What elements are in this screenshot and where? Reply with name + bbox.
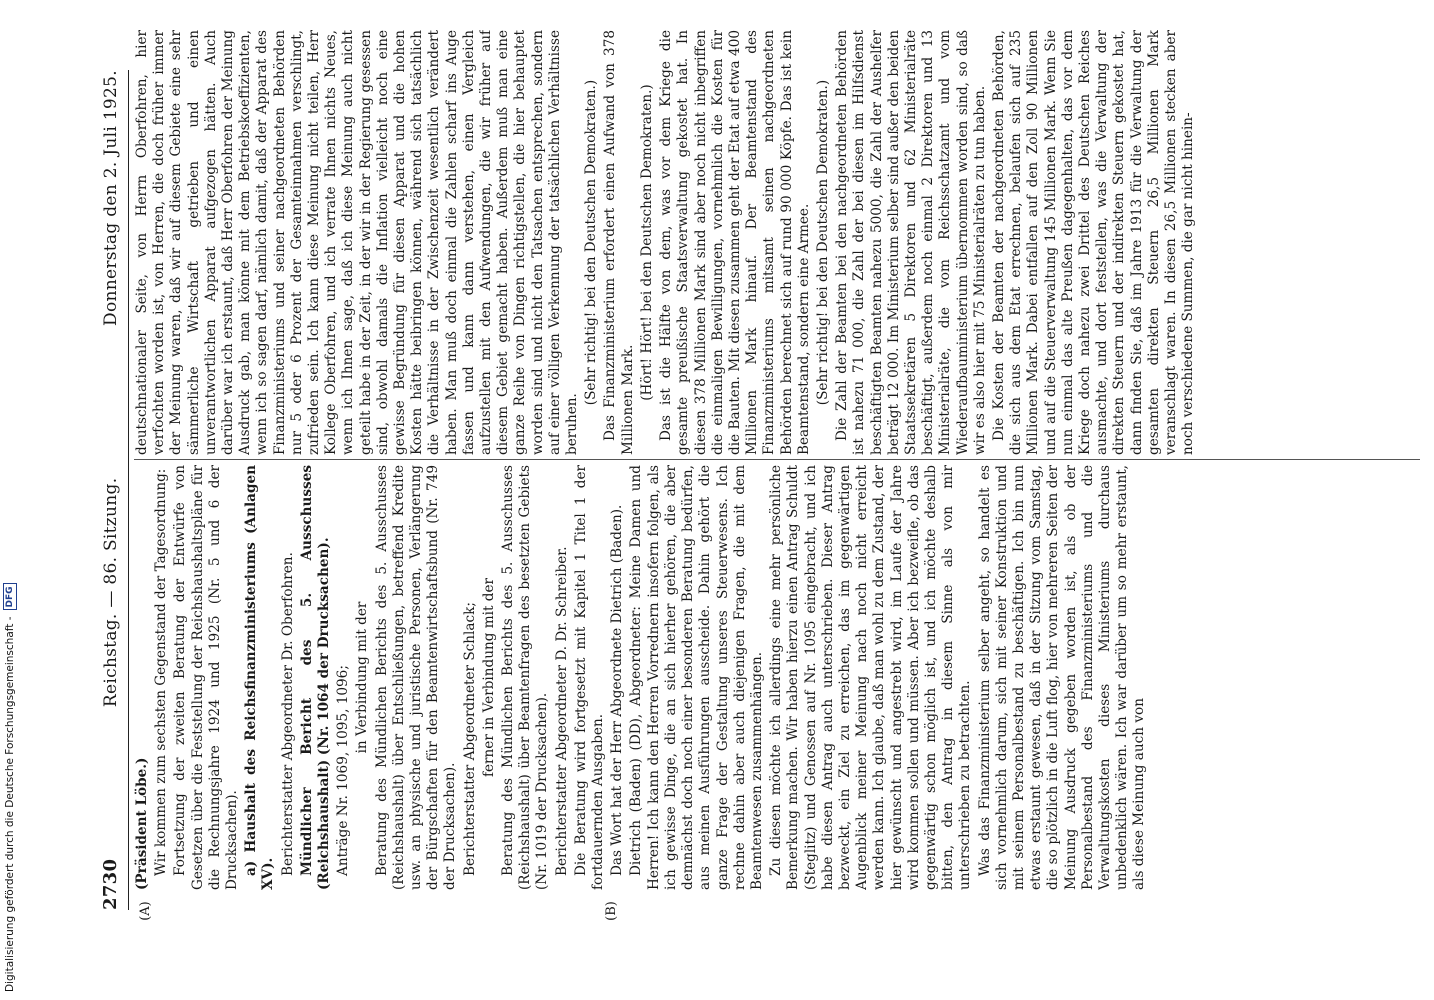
paragraph: a) Haushalt des Reichsfinanzministeriums (Anlagen XV).	[243, 465, 277, 890]
paragraph: Zu diesen möchte ich allerdings eine mehr persönliche Bemerkung machen. Wir haben hierzu einen Antrag Schuldt (Steglitz) und Genossen auf Nr. 1095 eingebracht, und ich habe diesen Antrag auch unterschrieben. Dieser Antrag bezweckt, ein Ziel zu erreichen, das im gegenwärtigen Augenblick meiner Meinung nach noch nicht erreicht werden kann. Ich glaube, daß man wohl zu dem Zustand, der hier gewünscht und angestrebt wird, im Laufe der Jahre wird kommen sollen und müssen. Aber ich bezweifle, ob das gegenwärtig schon möglich ist, und ich möchte deshalb bitten, den Antrag in diesem Sinne als von mir unterschrieben zu betrachten.	[768, 465, 974, 890]
paragraph: Das Wort hat der Herr Abgeordnete Dietrich (Baden).	[609, 504, 626, 876]
paragraph: ferner in Verbindung mit der	[480, 577, 497, 778]
paragraph: Beratung des Mündlichen Berichts des 5. Ausschusses (Reichshaushalt) über Entschließungen, betreffend Kredite usw. an physische und juristische Personen, Verlängerung der Bürgschaften für den Beamtenwirtschaftsbund (Nr. 749 der Drucksachen).	[373, 465, 459, 890]
paragraph: Mündlicher Bericht des 5. Ausschusses (Reichshaushalt) (Nr. 1064 der Drucksachen).	[298, 465, 333, 890]
header-session: Reichstag. — 86. Sitzung.	[101, 477, 121, 708]
paragraph: Berichterstatter Abgeordneter D. Dr. Schreiber.	[553, 546, 570, 876]
dfg-logo: DFG	[3, 583, 17, 610]
paragraph: (Präsident Löbe.)	[134, 757, 150, 890]
paragraph: (Hört! Hört! bei den Deutschen Demokraten.)	[638, 84, 655, 401]
margin-marker-b: (B)	[604, 901, 619, 921]
paragraph: Anträge Nr. 1069, 1095, 1096;	[335, 665, 352, 876]
side-footer	[0, 0, 20, 1000]
document-page	[94, 10, 1426, 990]
page-number: 2730	[100, 858, 121, 910]
header-rule	[128, 70, 129, 910]
paragraph: in Verbindung mit der	[354, 601, 371, 754]
paragraph: Das Finanzministerium erfordert einen Aufwand von 378 Millionen Mark.	[602, 30, 636, 455]
paragraph: Die Beratung wird fortgesetzt mit Kapitel 1 Titel 1 der fortdauernden Ausgaben.	[572, 465, 607, 890]
paragraph: Die Kosten der Beamten der nachgeordneten Behörden, die sich aus dem Etat errechnen, belaufen sich auf 235 Millionen Mark. Dabei entfallen auf den Zoll 90 Millionen und auf die Steuerverwaltung 145 Millionen Mark. Wenn Sie nun einmal das alte Preußen dagegenhalten, das vor dem Kriege doch nahezu zwei Drittel des Deutschen Reiches ausmachte, und dort feststellen, was die Verwaltung der direkten Steuern und der indirekten Steuern gekostet hat, dann finden Sie, daß im Jahre 1913 für die Verwaltung der gesamten direkten Steuern 26,5 Millionen Mark veranschlagt waren. In diesen 26,5 Millionen stecken aber noch verschiedene Summen, die gar nicht hinein-	[990, 30, 1197, 455]
funding-note: Digitalisierung gefördert durch die Deutsche Forschungsgemeinschaft -	[4, 616, 16, 992]
rotated-page-scan	[86, 0, 1434, 1000]
paragraph: Fortsetzung der zweiten Beratung der Entwürfe von Gesetzen über die Feststellung der Reichshaushaltspläne für die Rechnungsjahre 1924 und 1925 (Nr. 5 und 6 der Drucksachen).	[172, 465, 241, 890]
paragraph: Die Zahl der Beamten bei den nachgeordneten Behörden ist nahezu 71 000, die Zahl der bei diesen im Hilfsdienst beschäftigten Beamten nahezu 5000, die Zahl der Aushelfer beträgt 12 000. Im Ministerium selber sind außer den beiden Staatssekretären 5 Direktoren und 62 Ministerialräte beschäftigt, außerdem noch einmal 2 Direktoren und 13 Ministerialräte, die vom Reichsschatzamt und vom Wiederaufbauministerium übernommen worden sind, so daß wir es also hier mit 75 Ministerialräten zu tun haben.	[834, 30, 988, 455]
paragraph: (Sehr richtig! bei den Deutschen Demokraten.)	[814, 79, 831, 406]
right-column	[134, 30, 1420, 455]
column-divider	[134, 459, 1420, 460]
paragraph: Was das Finanzministerium selber angeht, so handelt es sich vornehmlich darum, sich mit seiner Konstruktion und mit seinem Personalbestand zu beschäftigen. Ich bin nun etwas erstaunt gewesen, daß in der Sitzung vom Samstag, die so plötzlich in die Luft flog, hier von mehreren Seiten der Meinung Ausdruck gegeben worden ist, als ob der Personalbestand des Finanzministeriums und die Verwaltungskosten dieses Ministeriums durchaus unbedenklich wären. Ich war darüber um so mehr erstaunt, als diese Meinung auch von	[976, 465, 1148, 890]
paragraph: Berichterstatter Abgeordneter Schlack;	[461, 602, 478, 876]
paragraph: Beratung des Mündlichen Berichts des 5. Ausschusses (Reichshaushalt) über Beamtenfragen des besetzten Gebiets (Nr. 1019 der Drucksachen).	[500, 465, 551, 890]
header-date: Donnerstag den 2. Juli 1925.	[101, 70, 121, 326]
paragraph: Dietrich (Baden) (DD), Abgeordneter: Meine Damen und Herren! Ich kann den Herren Vorrednern insofern folgen, als ich gewisse Dinge, die an sich hierher gehören, die aber demnächst doch noch einer besonderen Beratung bedürfen, aus meinen Ausführungen ausscheide. Dahin gehört die ganze Frage der Gestaltung unseres Steuerwesens. Ich rechne dahin aber auch diejenigen Fragen, die mit dem Beamtenwesen zusammenhängen.	[628, 465, 765, 890]
paragraph: Wir kommen zum sechsten Gegenstand der Tagesordnung:	[153, 468, 170, 876]
paragraph: deutschnationaler Seite, von Herrn Oberfohren, hier verfochten worden ist, von Herren, die doch früher immer der Meinung waren, daß wir auf diesem Gebiete eine sehr sämmerliche Wirtschaft getrieben und einen unverantwortlichen Apparat aufgezogen hätten. Auch darüber war ich erstaunt, daß Herr Oberfohren der Meinung Ausdruck gab, man könne mit dem Betriebskoeffizienten, wenn ich so sagen darf, nämlich damit, daß der Apparat des Finanzministeriums und seiner nachgeordneten Behörden nur 5 oder 6 Prozent der Gesamteinnahmen verschlingt, zufrieden sein. Ich kann diese Meinung nicht teilen, Herr Kollege Oberfohren, und ich verrate Ihnen nichts Neues, wenn ich Ihnen sage, daß ich diese Meinung auch nicht geteilt habe in der Zeit, in der wir in der Regierung gesessen sind, obwohl damals die Inflation vielleicht noch eine gewisse Begründung für diesen Apparat und die hohen Kosten hätte beibringen können, während sich tatsächlich die Verhältnisse in der Zwischenzeit wesentlich verändert haben. Man muß doch einmal die Zahlen scharf ins Auge fassen und kann dann verstehen, einen Vergleich aufzustellen mit den Aufwendungen, die wir früher auf diesem Gebiet gemacht haben. Außerdem muß man eine ganze Reihe von Dingen richtigstellen, die hier behauptet worden sind und nicht den Tatsachen entsprechen, sondern auf einer völligen Verkennung der tatsächlichen Verhältnisse beruhen.	[134, 30, 581, 455]
paragraph: Das ist die Hälfte von dem, was vor dem Kriege die gesamte preußische Staatsverwaltung gekostet hat. In diesen 378 Millionen Mark sind aber noch nicht inbegriffen die einmaligen Bewilligungen, vornehmlich die Kosten für die Bauten. Mit diesen zusammen geht der Etat auf etwa 400 Millionen Mark hinauf. Der Beamtenstand des Finanzministeriums mitsamt seinen nachgeordneten Behörden berechnet sich auf rund 90 000 Köpfe. Das ist kein Beamtenstand, sondern eine Armee.	[658, 30, 812, 455]
left-column	[134, 465, 1420, 890]
paragraph: (Sehr richtig! bei den Deutschen Demokraten.)	[583, 79, 600, 406]
page-header	[100, 70, 126, 910]
paragraph: Berichterstatter Abgeordneter Dr. Oberfohren.	[279, 552, 296, 876]
margin-marker-a: (A)	[138, 901, 153, 921]
